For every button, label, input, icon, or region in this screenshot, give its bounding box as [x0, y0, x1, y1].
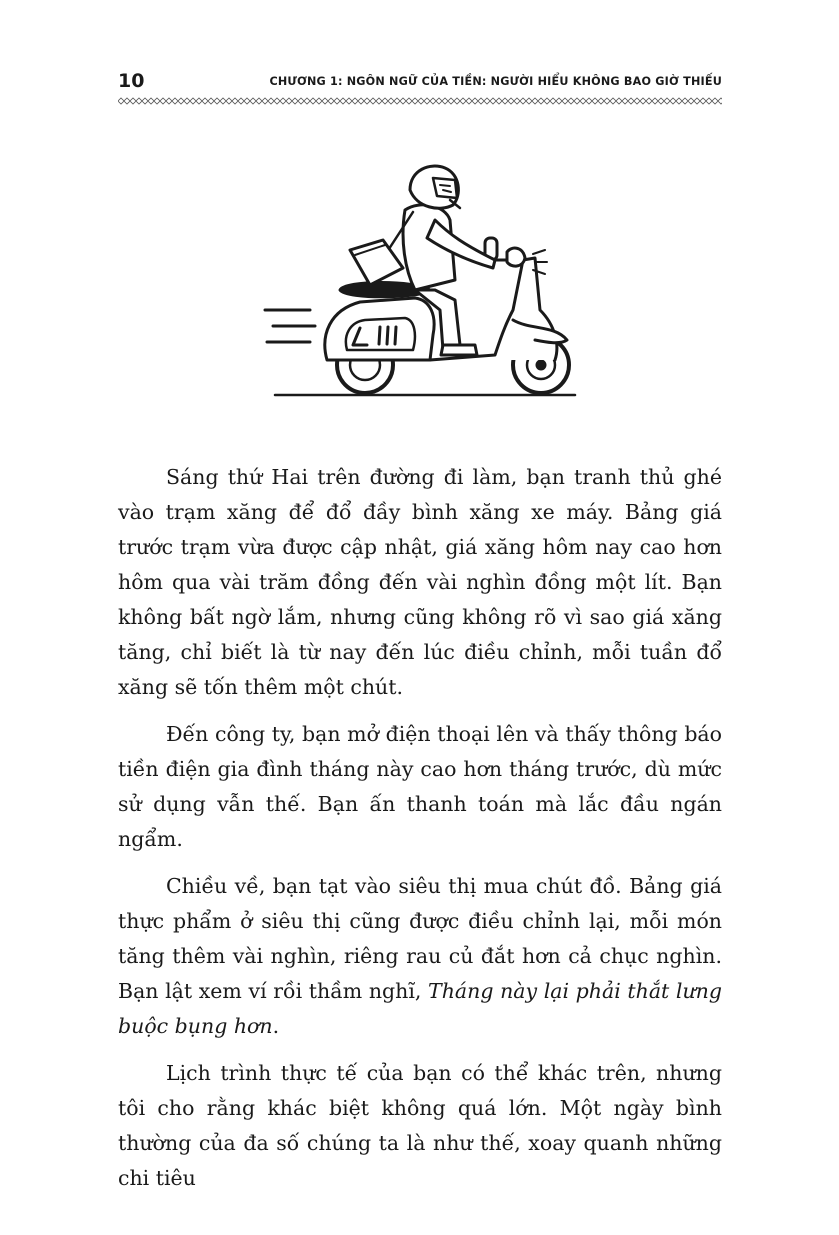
running-title: CHƯƠNG 1: NGÔN NGỮ CỦA TIỀN: NGƯỜI HIỂU KHÔNG BAO GIỜ THIẾU: [269, 75, 722, 88]
paragraph-3-end: .: [272, 1014, 280, 1038]
page-header: [118, 66, 722, 96]
body-text: [118, 460, 722, 1208]
paragraph-4: Lịch trình thực tế của bạn có thể khác trên, nhưng tôi cho rằng khác biệt không quá lớn. Một ngày bình thường của đa số chúng ta là như thế, xoay quanh những chi tiêu: [118, 1061, 722, 1190]
paragraph-3: [118, 869, 722, 1044]
paragraph-3-text: Chiều về, bạn tạt vào siêu thị mua chút đồ. Bảng giá thực phẩm ở siêu thị cũng được điều chỉnh lại, mỗi món tăng thêm vài nghìn, riêng rau củ đắt hơn cả chục nghìn. Bạn lật xem ví rồi thầm nghĩ,: [118, 874, 722, 1003]
page-number: 10: [118, 70, 145, 92]
paragraph-2: Đến công ty, bạn mở điện thoại lên và thấy thông báo tiền điện gia đình tháng này cao hơn tháng trước, dù mức sử dụng vẫn thế. Bạn ấn thanh toán mà lắc đầu ngán ngẩm.: [118, 722, 722, 851]
scooter-rider-illustration: [255, 150, 585, 410]
paragraph-1: Sáng thứ Hai trên đường đi làm, bạn tranh thủ ghé vào trạm xăng để đổ đầy bình xăng xe máy. Bảng giá trước trạm vừa được cập nhật, giá xăng hôm nay cao hơn hôm qua vài trăm đồng đến vài nghìn đồng một lít. Bạn không bất ngờ lắm, nhưng cũng không rõ vì sao giá xăng tăng, chỉ biết là từ nay đến lúc điều chỉnh, mỗi tuần đổ xăng sẽ tốn thêm một chút.: [118, 465, 722, 699]
paragraph-3-italic: Tháng này lại phải thắt lưng buộc bụng hơn: [118, 979, 722, 1038]
header-divider: [118, 97, 722, 105]
